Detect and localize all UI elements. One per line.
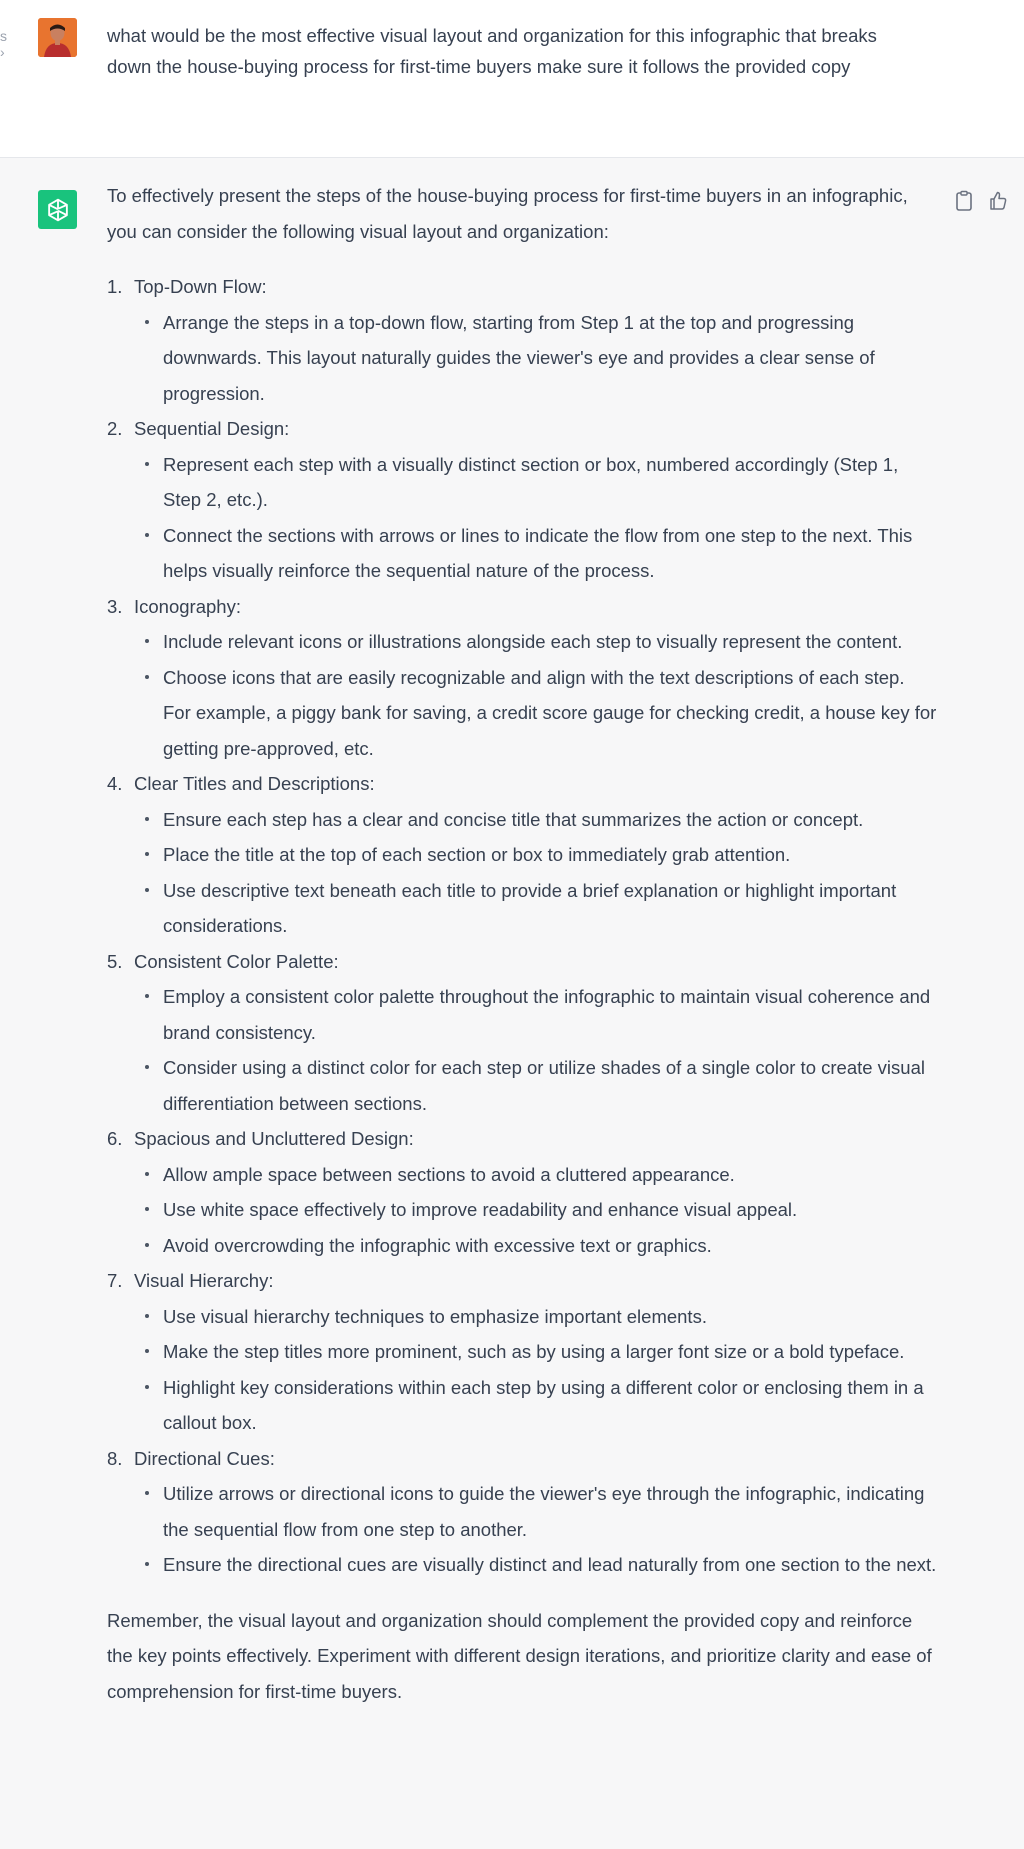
step-title-text: Spacious and Uncluttered Design: [134, 1128, 414, 1149]
step-title [107, 1263, 937, 1299]
bullet-list [107, 1476, 937, 1583]
bullet-item: Employ a consistent color palette throughout the infographic to maintain visual coherence and brand consistency. [163, 979, 937, 1050]
bullet-item: Ensure the directional cues are visually distinct and lead naturally from one section to the next. [163, 1547, 937, 1583]
like-button[interactable] [988, 190, 1008, 212]
step-title-text: Sequential Design: [134, 418, 290, 439]
bullet-item: Place the title at the top of each section or box to immediately grab attention. [163, 837, 937, 873]
list-item [107, 1263, 937, 1441]
list-item [107, 766, 937, 944]
outro-paragraph: Remember, the visual layout and organization should complement the provided copy and reinforce the key points effectively. Experiment with different design iterations, and prioritize clarity and ease of comprehension for first-time buyers. [107, 1609, 932, 1702]
bullet-item: Include relevant icons or illustrations alongside each step to visually represent the content. [163, 624, 937, 660]
intro-paragraph: To effectively present the steps of the house-buying process for first-time buyers in an infographic, you can consider the following visual layout and organization: [107, 185, 908, 242]
user-message-text: what would be the most effective visual layout and organization for this infographic that breaks down the house-buying process for first-time buyers make sure it follows the provided copy [107, 25, 877, 77]
user-avatar-photo [38, 18, 77, 57]
bullet-item: Arrange the steps in a top-down flow, starting from Step 1 at the top and progressing downwards. This layout naturally guides the viewer's eye and provides a clear sense of progression. [163, 305, 937, 412]
assistant-message-row [0, 158, 1024, 1849]
list-item [107, 269, 937, 411]
message-actions [954, 190, 1024, 212]
step-number: 4. [107, 773, 123, 794]
bullet-list [107, 1157, 937, 1264]
assistant-message-content [107, 178, 937, 1709]
bullet-list [107, 624, 937, 766]
step-title [107, 1441, 937, 1477]
thumbs-up-icon [988, 190, 1008, 212]
openai-logo-icon [44, 196, 72, 224]
bullet-item: Make the step titles more prominent, such as by using a larger font size or a bold typeface. [163, 1334, 937, 1370]
user-avatar [38, 18, 77, 57]
list-item [107, 411, 937, 589]
step-title-text: Clear Titles and Descriptions: [134, 773, 375, 794]
bullet-item: Connect the sections with arrows or lines to indicate the flow from one step to the next. This helps visually reinforce the sequential nature of the process. [163, 518, 937, 589]
step-title-text: Directional Cues: [134, 1447, 275, 1469]
clipboard-icon [954, 190, 974, 212]
step-title-text: Consistent Color Palette: [134, 950, 339, 972]
step-title [107, 269, 937, 305]
step-title-text: Visual Hierarchy: [134, 1270, 274, 1291]
bullet-item: Choose icons that are easily recognizable and align with the text descriptions of each step. For example, a piggy bank for saving, a credit score gauge for checking credit, a house key for getting pre-approved, etc. [163, 660, 937, 767]
page-nav-indicator[interactable]: s › [0, 28, 7, 60]
step-title [107, 944, 937, 980]
assistant-avatar [38, 190, 77, 229]
bullet-list [107, 979, 937, 1121]
list-item [107, 1441, 937, 1583]
step-number: 5. [107, 950, 123, 972]
bullet-item: Allow ample space between sections to avoid a cluttered appearance. [163, 1157, 937, 1193]
steps-list [107, 269, 937, 1583]
list-item [107, 944, 937, 1122]
bullet-list [107, 802, 937, 944]
bullet-list [107, 1299, 937, 1441]
step-title [107, 1121, 937, 1157]
bullet-list [107, 305, 937, 412]
step-title [107, 589, 937, 625]
step-number: 6. [107, 1128, 123, 1149]
bullet-item: Highlight key considerations within each step by using a different color or enclosing them in a callout box. [163, 1370, 937, 1441]
user-message-row [0, 0, 1024, 158]
bullet-item: Utilize arrows or directional icons to guide the viewer's eye through the infographic, indicating the sequential flow from one step to another. [163, 1476, 937, 1547]
step-number: 8. [107, 1447, 123, 1469]
copy-button[interactable] [954, 190, 974, 212]
bullet-item: Ensure each step has a clear and concise title that summarizes the action or concept. [163, 802, 937, 838]
step-number: 1. [107, 276, 123, 297]
bullet-item: Avoid overcrowding the infographic with excessive text or graphics. [163, 1228, 937, 1264]
bullet-item: Use visual hierarchy techniques to emphasize important elements. [163, 1299, 937, 1335]
step-title-text: Top-Down Flow: [134, 276, 267, 297]
bullet-list [107, 447, 937, 589]
step-title [107, 411, 937, 447]
bullet-item: Consider using a distinct color for each step or utilize shades of a single color to create visual differentiation between sections. [163, 1050, 937, 1121]
step-title [107, 766, 937, 802]
bullet-item: Use white space effectively to improve readability and enhance visual appeal. [163, 1192, 937, 1228]
bullet-item: Use descriptive text beneath each title to provide a brief explanation or highlight important considerations. [163, 873, 937, 944]
step-number: 3. [107, 595, 123, 617]
step-title-text: Iconography: [134, 595, 241, 617]
step-number: 2. [107, 418, 123, 439]
list-item [107, 589, 937, 767]
bullet-item: Represent each step with a visually distinct section or box, numbered accordingly (Step 1, Step 2, etc.). [163, 447, 937, 518]
step-number: 7. [107, 1270, 123, 1291]
list-item [107, 1121, 937, 1263]
